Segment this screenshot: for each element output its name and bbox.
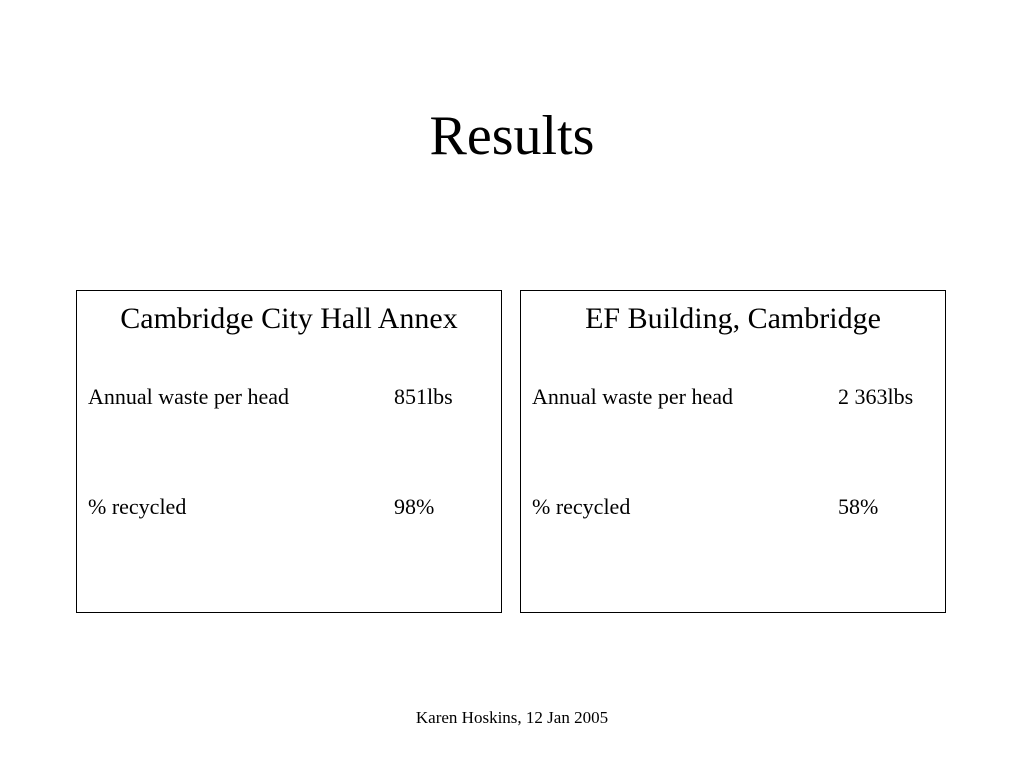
metric-row-annual-waste [88, 382, 493, 412]
panel-cambridge-city-hall-annex [76, 290, 502, 613]
metric-row-percent-recycled [88, 492, 493, 522]
metric-label: Annual waste per head [532, 384, 733, 409]
metric-label: Annual waste per head [88, 384, 289, 409]
metric-row-percent-recycled [532, 492, 937, 522]
metric-label: % recycled [532, 494, 631, 519]
metric-value: 58% [838, 494, 879, 519]
metric-value: 98% [394, 494, 435, 519]
panel-heading: EF Building, Cambridge [585, 302, 881, 335]
slide-title: Results [429, 105, 595, 167]
metric-label: % recycled [88, 494, 187, 519]
panel-ef-building-cambridge [520, 290, 946, 613]
slide-footer: Karen Hoskins, 12 Jan 2005 [415, 708, 609, 727]
metric-value: 851lbs [394, 384, 453, 409]
metric-value: 2 363lbs [838, 384, 914, 409]
panel-heading: Cambridge City Hall Annex [120, 302, 458, 335]
metric-row-annual-waste [532, 382, 937, 412]
